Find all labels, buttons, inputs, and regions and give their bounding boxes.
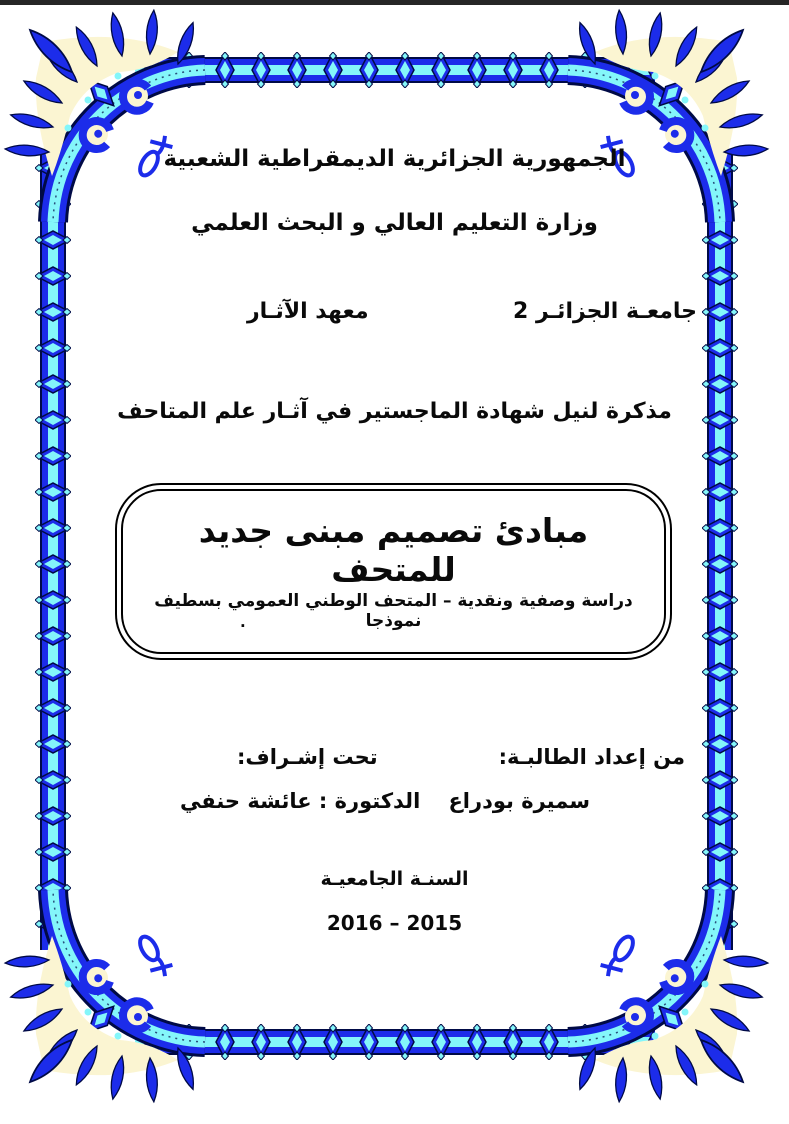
thesis-title-box (115, 483, 672, 660)
thesis-title: مبادئ تصميم مبنى جديد للمتحف (198, 511, 589, 589)
university-name: جامعـة الجزائـر 2 (513, 299, 697, 324)
academic-year-label: السنـة الجامعيـة (320, 868, 469, 890)
border-left-band (35, 150, 71, 950)
supervisor-name: الدكتورة : عائشة حنفي (180, 789, 421, 813)
ministry-title: وزارة التعليم العالي و البحث العلمي (191, 210, 598, 236)
supervision-label: تحت إشـراف: (237, 745, 378, 769)
thesis-subtitle: دراسة وصفية ونقدية – المتحف الوطني العمومي بسطيف نموذجا (154, 591, 633, 631)
institute-name: معهد الآثـار (247, 299, 369, 324)
corner-ornament-top-right (568, 10, 768, 222)
student-name: سميرة بودراع (448, 789, 590, 813)
border-right-band (702, 150, 738, 950)
republic-title: الجمهورية الجزائرية الديمقراطية الشعبية (163, 146, 626, 172)
degree-statement: مذكرة لنيل شهادة الماجستير في آثـار علم المتاحف (117, 399, 672, 424)
corner-ornament-top-left (5, 10, 205, 222)
subtitle-period: . (240, 613, 246, 631)
academic-year-value: 2015 – 2016 (326, 911, 463, 935)
prepared-by-label: من إعداد الطالبـة: (498, 745, 685, 769)
